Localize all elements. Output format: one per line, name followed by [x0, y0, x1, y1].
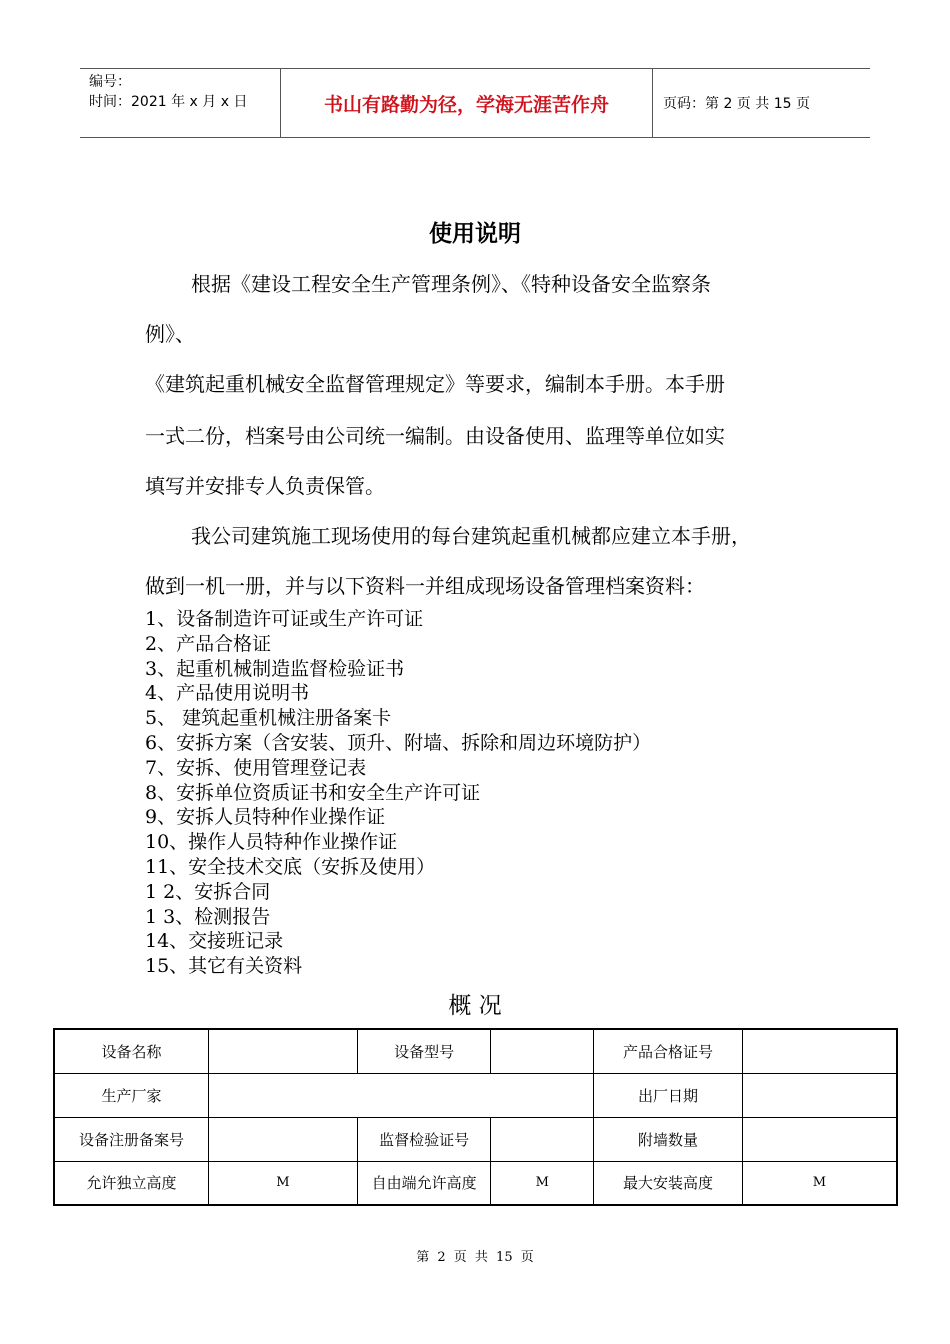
header-page-code: 页码：第 2 页 共 15 页 — [663, 96, 810, 112]
section-title: 概 况 — [448, 993, 502, 1019]
table-value-cell[interactable] — [491, 1029, 594, 1073]
table-value-cell[interactable] — [209, 1029, 358, 1073]
list-item: 3、起重机械制造监督检验证书 — [145, 657, 405, 680]
table-label-cell: 设备名称 — [54, 1029, 209, 1073]
paragraph: 例》、 — [145, 322, 195, 346]
header-motto: 书山有路勤为径，学海无涯苦作舟 — [281, 69, 653, 137]
document-list — [145, 607, 651, 979]
table-row — [54, 1161, 897, 1205]
table-label-cell: 允许独立高度 — [54, 1161, 209, 1205]
table-unit-cell[interactable]: M — [209, 1161, 358, 1205]
time-label: 时间：2021 年 x 月 x 日 — [89, 94, 248, 110]
paragraph: 填写并安排专人负责保管。 — [145, 474, 385, 498]
list-item: 2、产品合格证 — [145, 632, 272, 655]
header-meta — [80, 69, 281, 137]
table-label-cell: 出厂日期 — [594, 1073, 743, 1117]
list-item: 1 3、检测报告 — [145, 905, 271, 928]
list-item: 8、安拆单位资质证书和安全生产许可证 — [145, 781, 481, 804]
paragraph: 一式二份，档案号由公司统一编制。由设备使用、监理等单位如实 — [145, 424, 725, 448]
page-header — [80, 68, 870, 138]
paragraph: 根据《建设工程安全生产管理条例》、《特种设备安全监察条 — [191, 272, 711, 296]
paragraph: 《建筑起重机械安全监督管理规定》等要求，编制本手册。本手册 — [145, 372, 725, 396]
list-item: 5、 建筑起重机械注册备案卡 — [145, 707, 392, 730]
table-label-cell: 最大安装高度 — [594, 1161, 743, 1205]
paragraph: 做到一机一册，并与以下资料一并组成现场设备管理档案资料： — [145, 574, 705, 598]
list-item: 11、安全技术交底（安拆及使用） — [145, 855, 436, 878]
page-title: 使用说明 — [429, 221, 521, 247]
list-item: 7、安拆、使用管理登记表 — [145, 756, 367, 779]
table-row — [54, 1073, 897, 1117]
list-item: 1、设备制造许可证或生产许可证 — [145, 608, 424, 630]
table-value-cell[interactable] — [742, 1117, 897, 1161]
table-unit-cell[interactable]: M — [742, 1161, 897, 1205]
list-item: 10、操作人员特种作业操作证 — [145, 831, 398, 854]
page-footer: 第 2 页 共 15 页 — [416, 1250, 534, 1265]
table-label-cell: 监督检验证号 — [357, 1117, 491, 1161]
list-item: 1 2、安拆合同 — [145, 880, 271, 903]
list-item: 4、产品使用说明书 — [145, 682, 310, 705]
equipment-overview-table — [53, 1028, 898, 1206]
list-item: 9、安拆人员特种作业操作证 — [145, 806, 386, 829]
table-row — [54, 1117, 897, 1161]
paragraph: 我公司建筑施工现场使用的每台建筑起重机械都应建立本手册， — [191, 524, 751, 548]
table-unit-cell[interactable]: M — [491, 1161, 594, 1205]
list-item: 14、交接班记录 — [145, 930, 284, 953]
table-value-cell[interactable] — [491, 1117, 594, 1161]
table-label-cell: 生产厂家 — [54, 1073, 209, 1117]
table-value-cell[interactable] — [742, 1073, 897, 1117]
list-item: 15、其它有关资料 — [145, 955, 303, 978]
table-value-cell[interactable] — [209, 1073, 594, 1117]
table-value-cell[interactable] — [209, 1117, 358, 1161]
list-item: 6、安拆方案（含安装、顶升、附墙、拆除和周边环境防护） — [145, 731, 652, 754]
number-label: 编号： — [89, 74, 131, 90]
table-value-cell[interactable] — [742, 1029, 897, 1073]
table-row — [54, 1029, 897, 1073]
table-label-cell: 产品合格证号 — [594, 1029, 743, 1073]
table-label-cell: 设备型号 — [357, 1029, 491, 1073]
table-label-cell: 自由端允许高度 — [357, 1161, 491, 1205]
table-label-cell: 附墙数量 — [594, 1117, 743, 1161]
table-label-cell: 设备注册备案号 — [54, 1117, 209, 1161]
